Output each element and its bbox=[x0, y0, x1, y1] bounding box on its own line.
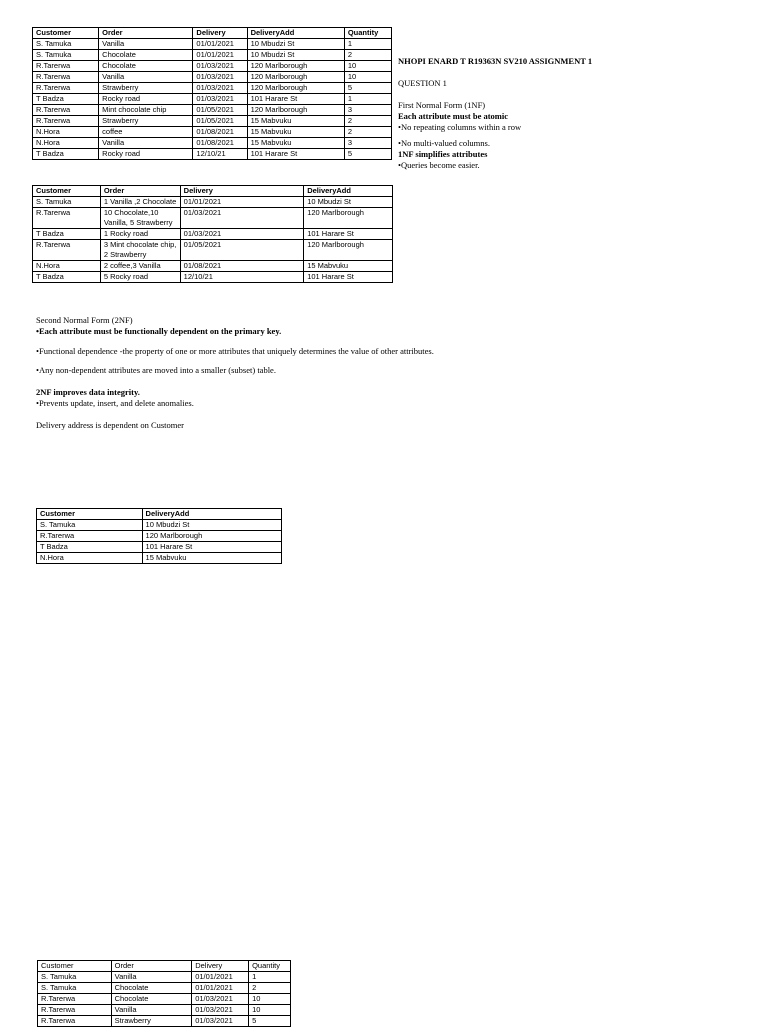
table-cell: S. Tamuka bbox=[38, 972, 112, 983]
table-cell: 10 Mbudzi St bbox=[247, 39, 344, 50]
table-cell: Chocolate bbox=[99, 50, 193, 61]
table-cell: Mint chocolate chip bbox=[99, 105, 193, 116]
table-cell: 101 Harare St bbox=[247, 149, 344, 160]
table-cell: 1 Vanilla ,2 Chocolate bbox=[100, 197, 180, 208]
table-row bbox=[33, 39, 392, 50]
table-cell: 1 bbox=[249, 972, 291, 983]
table-cell: 01/01/2021 bbox=[180, 197, 304, 208]
table-cell: 01/01/2021 bbox=[193, 39, 247, 50]
grouped-orders-table-body bbox=[33, 197, 393, 283]
table-cell: R.Tarerwa bbox=[33, 83, 99, 94]
table-cell: T Badza bbox=[37, 542, 143, 553]
table-cell: 01/05/2021 bbox=[193, 105, 247, 116]
page-title: NHOPI ENARD T R19363N SV210 ASSIGNMENT 1 bbox=[398, 56, 593, 66]
table-cell: S. Tamuka bbox=[38, 983, 112, 994]
table-cell: T Badza bbox=[33, 94, 99, 105]
column-header: Customer bbox=[33, 28, 99, 39]
nf2-heading: Second Normal Form (2NF) bbox=[36, 315, 133, 325]
table-cell: 101 Harare St bbox=[304, 229, 393, 240]
column-header: Order bbox=[111, 961, 192, 972]
table-cell: R.Tarerwa bbox=[33, 61, 99, 72]
table-cell: 12/10/21 bbox=[193, 149, 247, 160]
table-cell: Vanilla bbox=[111, 972, 192, 983]
nf2-dependency-note: Delivery address is dependent on Customer bbox=[36, 420, 185, 430]
table-cell: 01/08/2021 bbox=[180, 261, 304, 272]
table-cell: Vanilla bbox=[99, 72, 193, 83]
table-cell: 01/05/2021 bbox=[193, 116, 247, 127]
table-cell: 3 bbox=[344, 138, 391, 149]
customer-address-table bbox=[36, 508, 282, 564]
table-cell: 01/01/2021 bbox=[192, 972, 249, 983]
table-cell: 01/01/2021 bbox=[192, 983, 249, 994]
table-row bbox=[37, 520, 282, 531]
table-cell: 01/03/2021 bbox=[192, 1005, 249, 1016]
customer-address-table-header bbox=[37, 509, 282, 520]
header-row bbox=[33, 186, 393, 197]
table-cell: 01/03/2021 bbox=[193, 83, 247, 94]
table-cell: R.Tarerwa bbox=[37, 531, 143, 542]
table-row bbox=[33, 50, 392, 61]
question-label: QUESTION 1 bbox=[398, 78, 447, 88]
customer-address-table-body bbox=[37, 520, 282, 564]
table-row bbox=[38, 1016, 291, 1027]
header-row bbox=[38, 961, 291, 972]
orders-quantity-table-body bbox=[38, 972, 291, 1027]
orders-quantity-table-header bbox=[38, 961, 291, 972]
table-cell: R.Tarerwa bbox=[38, 994, 112, 1005]
table-cell: 10 bbox=[344, 72, 391, 83]
table-cell: T Badza bbox=[33, 229, 101, 240]
table-cell: 15 Mabvuku bbox=[304, 261, 393, 272]
table-row bbox=[33, 127, 392, 138]
table-cell: Chocolate bbox=[111, 983, 192, 994]
nf2-rule: •Each attribute must be functionally dependent on the primary key. bbox=[36, 326, 282, 336]
table-cell: N.Hora bbox=[33, 127, 99, 138]
column-header: Delivery bbox=[180, 186, 304, 197]
table-cell: 10 bbox=[249, 994, 291, 1005]
table-cell: T Badza bbox=[33, 149, 99, 160]
table-cell: S. Tamuka bbox=[37, 520, 143, 531]
table-cell: 01/03/2021 bbox=[192, 994, 249, 1005]
table-cell: 01/03/2021 bbox=[192, 1016, 249, 1027]
table-cell: 15 Mabvuku bbox=[142, 553, 281, 564]
table-row bbox=[33, 229, 393, 240]
nf2-benefit: 2NF improves data integrity. bbox=[36, 387, 140, 397]
column-header: Quantity bbox=[344, 28, 391, 39]
table-cell: Strawberry bbox=[99, 116, 193, 127]
column-header: Customer bbox=[37, 509, 143, 520]
table-cell: 3 bbox=[344, 105, 391, 116]
table-cell: coffee bbox=[99, 127, 193, 138]
table-cell: 01/03/2021 bbox=[180, 208, 304, 229]
table-cell: 2 coffee,3 Vanilla bbox=[100, 261, 180, 272]
column-header: Order bbox=[100, 186, 180, 197]
column-header: Customer bbox=[33, 186, 101, 197]
table-cell: 2 bbox=[344, 50, 391, 61]
header-row bbox=[37, 509, 282, 520]
table-cell: R.Tarerwa bbox=[33, 72, 99, 83]
nf2-definition: •Functional dependence -the property of one or more attributes that uniquely determines the value of other attributes. bbox=[36, 346, 434, 356]
table-cell: Strawberry bbox=[99, 83, 193, 94]
table-cell: 01/03/2021 bbox=[193, 94, 247, 105]
table-cell: 01/08/2021 bbox=[193, 127, 247, 138]
table-cell: R.Tarerwa bbox=[33, 240, 101, 261]
table-cell: 01/03/2021 bbox=[180, 229, 304, 240]
table-cell: 1 bbox=[344, 94, 391, 105]
table-cell: 01/03/2021 bbox=[193, 72, 247, 83]
table-row bbox=[38, 983, 291, 994]
table-row bbox=[37, 553, 282, 564]
table-cell: Chocolate bbox=[99, 61, 193, 72]
orders-quantity-table bbox=[37, 960, 291, 1027]
table-cell: N.Hora bbox=[33, 138, 99, 149]
table-row bbox=[37, 531, 282, 542]
table-cell: 2 bbox=[344, 116, 391, 127]
nf2-anomalies: •Prevents update, insert, and delete anomalies. bbox=[36, 398, 194, 408]
column-header: DeliveryAdd bbox=[304, 186, 393, 197]
table-cell: Vanilla bbox=[99, 138, 193, 149]
table-cell: 01/08/2021 bbox=[193, 138, 247, 149]
table-cell: 1 Rocky road bbox=[100, 229, 180, 240]
nf1-rule: Each attribute must be atomic bbox=[398, 111, 509, 121]
table-row bbox=[38, 994, 291, 1005]
orders-table-body bbox=[33, 39, 392, 160]
table-cell: S. Tamuka bbox=[33, 50, 99, 61]
table-cell: 2 bbox=[344, 127, 391, 138]
nf2-moved: •Any non-dependent attributes are moved into a smaller (subset) table. bbox=[36, 365, 276, 375]
table-row bbox=[33, 116, 392, 127]
table-row bbox=[33, 83, 392, 94]
table-cell: Chocolate bbox=[111, 994, 192, 1005]
table-cell: N.Hora bbox=[37, 553, 143, 564]
table-row bbox=[33, 272, 393, 283]
table-row bbox=[33, 61, 392, 72]
table-cell: 01/01/2021 bbox=[193, 50, 247, 61]
table-cell: 101 Harare St bbox=[142, 542, 281, 553]
table-cell: T Badza bbox=[33, 272, 101, 283]
table-cell: 120 Marlborough bbox=[304, 208, 393, 229]
nf1-benefit: 1NF simplifies attributes bbox=[398, 149, 488, 159]
table-cell: 10 bbox=[344, 61, 391, 72]
table-cell: 120 Marlborough bbox=[247, 83, 344, 94]
orders-table bbox=[32, 27, 392, 160]
table-cell: 3 Mint chocolate chip, 2 Strawberry bbox=[100, 240, 180, 261]
table-row bbox=[37, 542, 282, 553]
table-row bbox=[33, 240, 393, 261]
table-row bbox=[33, 208, 393, 229]
grouped-orders-table-header bbox=[33, 186, 393, 197]
table-cell: Strawberry bbox=[111, 1016, 192, 1027]
table-cell: 01/03/2021 bbox=[193, 61, 247, 72]
table-cell: R.Tarerwa bbox=[33, 105, 99, 116]
table-cell: Rocky road bbox=[99, 149, 193, 160]
table-row bbox=[33, 197, 393, 208]
table-cell: 15 Mabvuku bbox=[247, 127, 344, 138]
orders-table-header bbox=[33, 28, 392, 39]
table-cell: S. Tamuka bbox=[33, 39, 99, 50]
table-cell: Vanilla bbox=[111, 1005, 192, 1016]
table-cell: 15 Mabvuku bbox=[247, 138, 344, 149]
table-cell: 101 Harare St bbox=[247, 94, 344, 105]
column-header: Order bbox=[99, 28, 193, 39]
table-row bbox=[38, 1005, 291, 1016]
column-header: Delivery bbox=[192, 961, 249, 972]
table-cell: 10 Mbudzi St bbox=[304, 197, 393, 208]
table-cell: 5 bbox=[344, 83, 391, 94]
table-cell: Vanilla bbox=[99, 39, 193, 50]
table-cell: 10 Mbudzi St bbox=[142, 520, 281, 531]
table-cell: 01/05/2021 bbox=[180, 240, 304, 261]
grouped-orders-table bbox=[32, 185, 393, 283]
table-cell: 120 Marlborough bbox=[304, 240, 393, 261]
table-cell: 101 Harare St bbox=[304, 272, 393, 283]
nf1-point-repeating: •No repeating columns within a row bbox=[398, 122, 522, 132]
table-cell: R.Tarerwa bbox=[33, 208, 101, 229]
table-cell: 120 Marlborough bbox=[142, 531, 281, 542]
table-cell: Rocky road bbox=[99, 94, 193, 105]
table-cell: 5 bbox=[344, 149, 391, 160]
column-header: DeliveryAdd bbox=[142, 509, 281, 520]
column-header: Quantity bbox=[249, 961, 291, 972]
table-cell: N.Hora bbox=[33, 261, 101, 272]
table-cell: 15 Mabvuku bbox=[247, 116, 344, 127]
table-row bbox=[33, 105, 392, 116]
table-cell: 10 bbox=[249, 1005, 291, 1016]
table-cell: 12/10/21 bbox=[180, 272, 304, 283]
table-cell: 120 Marlborough bbox=[247, 72, 344, 83]
column-header: DeliveryAdd bbox=[247, 28, 344, 39]
table-cell: 1 bbox=[344, 39, 391, 50]
header-row bbox=[33, 28, 392, 39]
table-cell: S. Tamuka bbox=[33, 197, 101, 208]
table-cell: 10 Chocolate,10 Vanilla, 5 Strawberry bbox=[100, 208, 180, 229]
table-cell: 120 Marlborough bbox=[247, 105, 344, 116]
column-header: Delivery bbox=[193, 28, 247, 39]
nf1-heading: First Normal Form (1NF) bbox=[398, 100, 486, 110]
table-cell: R.Tarerwa bbox=[38, 1016, 112, 1027]
table-row bbox=[33, 149, 392, 160]
table-row bbox=[38, 972, 291, 983]
table-cell: R.Tarerwa bbox=[38, 1005, 112, 1016]
table-row bbox=[33, 72, 392, 83]
nf1-point-multivalued: •No multi-valued columns. bbox=[398, 138, 490, 148]
table-cell: 120 Marlborough bbox=[247, 61, 344, 72]
table-row bbox=[33, 138, 392, 149]
table-cell: 5 Rocky road bbox=[100, 272, 180, 283]
table-row bbox=[33, 94, 392, 105]
table-row bbox=[33, 261, 393, 272]
nf1-point-queries: •Queries become easier. bbox=[398, 160, 480, 170]
table-cell: 2 bbox=[249, 983, 291, 994]
column-header: Customer bbox=[38, 961, 112, 972]
table-cell: 10 Mbudzi St bbox=[247, 50, 344, 61]
table-cell: R.Tarerwa bbox=[33, 116, 99, 127]
table-cell: 5 bbox=[249, 1016, 291, 1027]
